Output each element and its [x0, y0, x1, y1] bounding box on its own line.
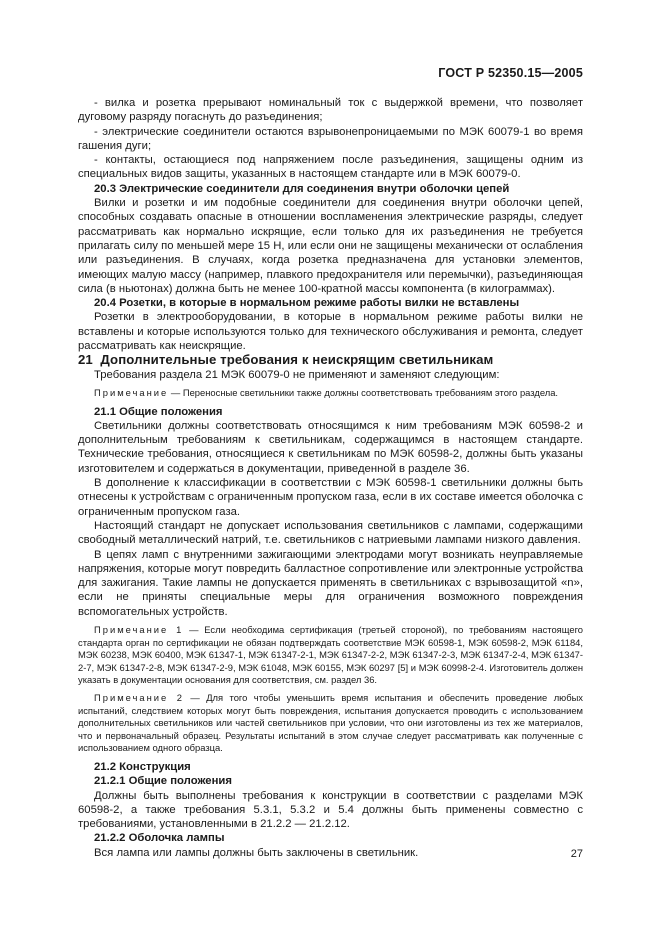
section-heading-21: [78, 353, 583, 367]
section-number: 20.4: [94, 297, 116, 310]
section-heading-21-2: [78, 760, 583, 774]
document-body: [78, 96, 583, 860]
paragraph: Настоящий стандарт не допускает использования светильников с лампами, содержащими свободный металлический натрий, т.е. светильников с натриевыми лампами низкого давления.: [78, 519, 583, 547]
page-number: 27: [570, 848, 583, 860]
note-text: — Если необходима сертификация (третьей стороной), по требованиям настоящего стандарта орган по сертификации не обязан подтверждать соответствие МЭК 60598-1, МЭК 60598-2, МЭК 61184, МЭК 60238, МЭК 60400, МЭК 61347-1, МЭК 61347-2-1, МЭК 61347-2-2, МЭК 61347-2-3, МЭК 61347-2-4, МЭК 61347-2-7, МЭК 61347-2-8, МЭК 61347-2-9, МЭК 61048, МЭК 60155, МЭК 60297 [5] и МЭК 60998-2-4. Изготовитель должен указать в документации основания для соответствия, см. раздел 36.: [78, 623, 583, 686]
note: [78, 624, 583, 687]
section-number: 20.3: [94, 182, 116, 195]
section-title: Конструкция: [119, 760, 191, 773]
section-number: 21.2.2: [94, 832, 126, 845]
section-number: 21.2.1: [94, 775, 126, 788]
paragraph: - контакты, остающиеся под напряжением после разъединения, защищены одним из специальных видов защиты, указанных в настоящем стандарте или в МЭК 60079-0.: [78, 154, 583, 181]
note-label: Примечание: [94, 386, 169, 398]
section-title: Розетки, в которые в нормальном режиме работы вилки не вставлены: [119, 297, 520, 310]
paragraph: Светильники должны соответствовать относящимся к ним требованиям МЭК 60598-2 и дополнительным требованиям к светильникам, содержащимся в настоящем стандарте. Технические требования, относящиеся к светильникам по МЭК 60598-2, должны быть указаны изготовителем и содержаться в документации, приведенной в разделе 36.: [78, 419, 583, 475]
section-title: Дополнительные требования к неискрящим светильникам: [100, 352, 494, 368]
paragraph: Требования раздела 21 МЭК 60079-0 не применяют и заменяют следующим:: [94, 368, 500, 381]
note-label: Примечание 1: [94, 623, 184, 635]
paragraph: Вся лампа или лампы должны быть заключены в светильник.: [94, 846, 419, 859]
paragraph: В дополнение к классификации в соответствии с МЭК 60598-1 светильники должны быть отнесены к устройствам с ограниченным пропуском газа, если в их составе имеется оболочка с ограниченным пропуском газа.: [78, 477, 583, 518]
paragraph: Вилки и розетки и им подобные соединители для соединения внутри оболочки цепей, способных создавать опасные в отношении воспламенения электрические разряды, следует рассматривать как нормально искрящие, если только для их разъединения не требуется прилагать силу по меньшей мере 15 Н, или если они не защищены механически от ослабления или разъединения. В случаях, когда розетка предназначена для установки элементов, имеющих малую массу (например, плавкого предохранителя или перемычки), разъединяющая сила (в ньютонах) должна быть не менее 100-кратной массы компонента (в килограммах).: [78, 197, 583, 295]
note-text: — Переносные светильники также должны соответствовать требованиям этого раздела.: [170, 386, 559, 398]
note: [78, 692, 583, 755]
section-heading-20-4: [78, 296, 583, 310]
section-title: Оболочка лампы: [128, 832, 225, 845]
paragraph: - вилка и розетка прерывают номинальный ток с выдержкой времени, что позволяет дуговому разряду погаснуть до разъединения;: [78, 97, 583, 124]
section-heading-21-2-2: [78, 831, 583, 845]
section-number: 21: [78, 352, 93, 368]
section-heading-21-1: [78, 405, 583, 419]
section-heading-21-2-1: [78, 774, 583, 788]
paragraph: Розетки в электрооборудовании, в которые в нормальном режиме работы вилки не вставлены и которые используются только для технического обслуживания и ремонта, следует рассматривать как неискрящие.: [78, 311, 583, 353]
paragraph: - электрические соединители остаются взрывонепроницаемыми по МЭК 60079-1 во время гашения дуги;: [78, 125, 583, 152]
section-title: Электрические соединители для соединения внутри оболочки цепей: [119, 182, 510, 195]
section-number: 21.2: [94, 760, 116, 773]
section-heading-20-3: [78, 182, 583, 196]
paragraph: Должны быть выполнены требования к конструкции в соответствии с разделами МЭК 60598-2, а также требования 5.3.1, 5.3.2 и 5.4 должны быть применены совместно с требованиями, установленными в 21.2.2 — 21.2.12.: [78, 789, 583, 831]
note-label: Примечание 2: [94, 691, 184, 703]
note: [78, 387, 583, 400]
note-text: — Для того чтобы уменьшить время испытания и обеспечить проведение любых испытаний, следствием которых могут быть повреждения, испытания допускается проводить с использованием дополнительных светильников или частей светильников при условии, что они изготовлены из тех же материалов, что и первоначальный образец. Результаты испытаний в этом случае следует рассматривать как полученные с использованием одного образца.: [78, 691, 583, 754]
section-number: 21.1: [94, 405, 116, 418]
document-code: ГОСТ Р 52350.15—2005: [438, 66, 583, 80]
section-title: Общие положения: [128, 775, 232, 788]
paragraph: В цепях ламп с внутренними зажигающими электродами могут возникать неуправляемые напряжения, которые могут повредить балластное сопротивление или электронные устройства для зажигания. Такие лампы не допускается применять в светильниках с взрывозащитой «n», если не приняты специальные меры для ограничения возможного повреждения вспомогательных устройств.: [78, 548, 583, 618]
section-title: Общие положения: [119, 405, 223, 418]
